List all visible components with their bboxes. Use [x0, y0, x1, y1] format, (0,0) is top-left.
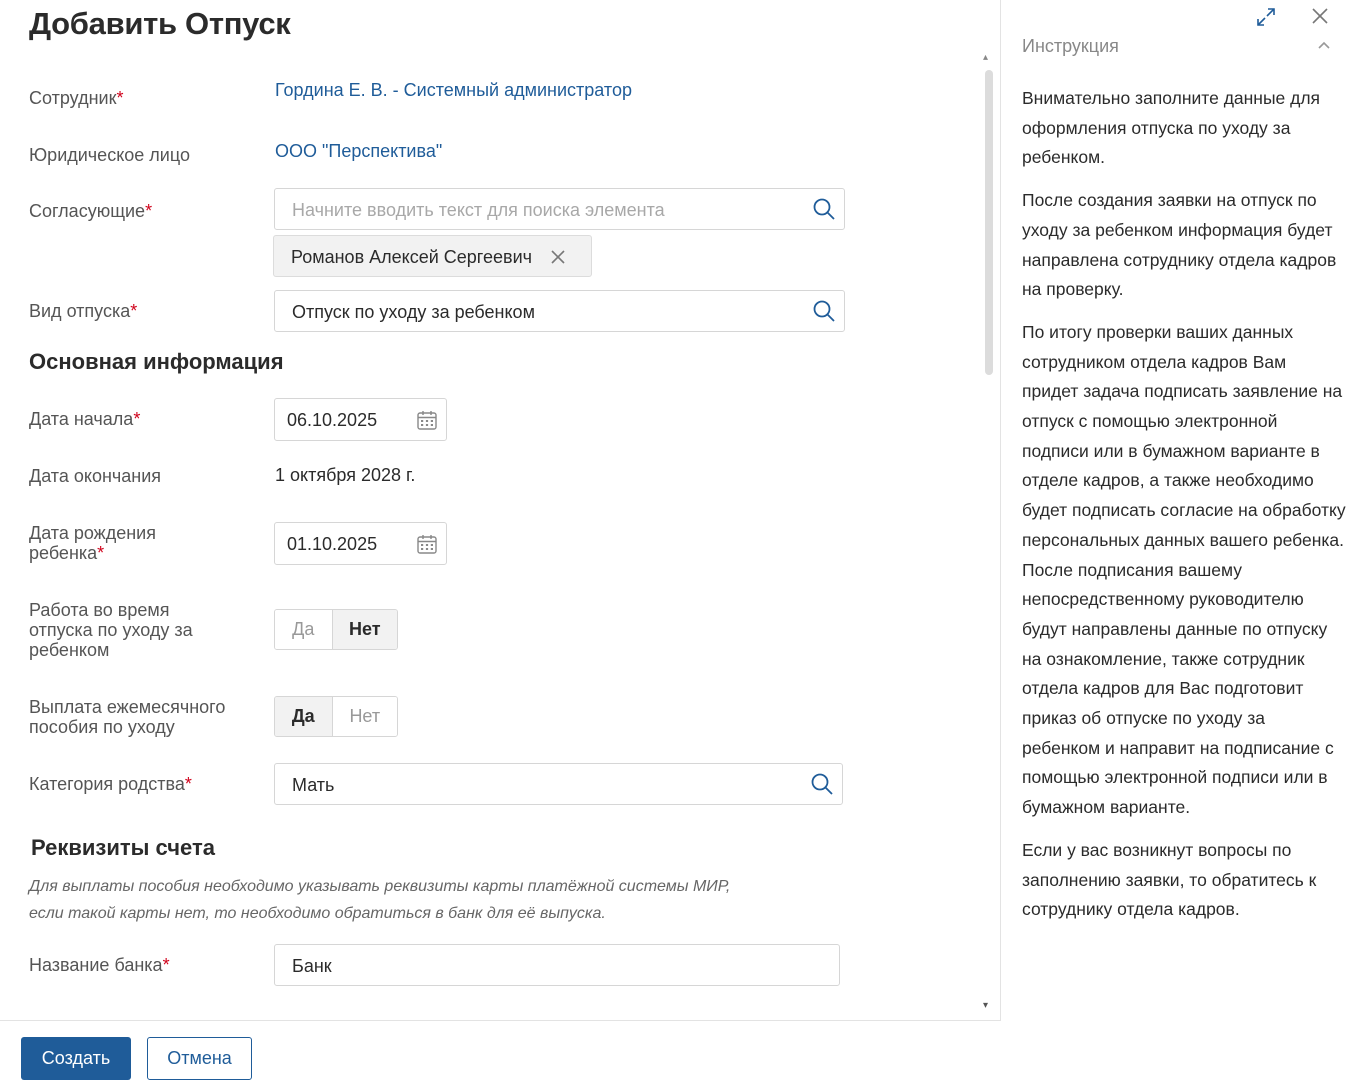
bank-note-line1: Для выплаты пособия необходимо указывать реквизиты карты платёжной системы МИР, [29, 878, 731, 895]
start-date-input[interactable] [274, 398, 447, 441]
instruction-body [1022, 84, 1347, 938]
work-during-leave-label [29, 600, 193, 660]
legal-entity-link[interactable]: ООО "Перспектива" [275, 141, 443, 161]
approvers-label-text: Согласующие [29, 201, 146, 221]
cancel-button[interactable]: Отмена [147, 1037, 252, 1080]
child-birth-date-input[interactable] [274, 522, 447, 565]
leave-type-label [29, 301, 137, 321]
work-option-no[interactable]: Нет [332, 610, 397, 649]
section-main-info: Основная информация [29, 349, 284, 374]
work-label-line3: ребенком [29, 640, 110, 660]
required-mark: * [145, 201, 153, 221]
required-mark: * [184, 774, 192, 794]
required-mark: * [116, 88, 124, 108]
bank-name-label [29, 955, 170, 975]
calendar-icon[interactable] [416, 533, 438, 555]
bank-note [29, 873, 789, 927]
required-mark: * [162, 955, 170, 975]
bank-name-label-text: Название банка [29, 955, 163, 975]
kinship-value: Мать [292, 775, 335, 795]
allowance-toggle [274, 696, 398, 737]
kinship-label [29, 774, 192, 794]
instruction-paragraph: После создания заявки на отпуск по уходу за ребенком информация будет направлена сотруднику отдела кадров на проверку. [1022, 190, 1337, 300]
bank-name-input[interactable] [274, 944, 840, 986]
search-icon[interactable] [812, 299, 836, 323]
child-birth-label [29, 523, 156, 563]
bank-note-line2: если такой карты нет, то необходимо обратиться в банк для её выпуска. [29, 905, 606, 922]
allowance-label-line1: Выплата ежемесячного [29, 697, 226, 717]
instruction-paragraph: Внимательно заполните данные для оформления отпуска по уходу за ребенком. [1022, 88, 1321, 168]
work-label-line1: Работа во время [29, 600, 170, 620]
approvers-label [29, 201, 152, 221]
kinship-label-text: Категория родства [29, 774, 185, 794]
required-mark: * [130, 301, 138, 321]
instruction-paragraph: Если у вас возникнут вопросы по заполнению заявки, то обратитесь к сотруднику отдела кадров. [1022, 839, 1317, 920]
leave-type-label-text: Вид отпуска [29, 301, 131, 321]
approver-chip-label: Романов Алексей Сергеевич [291, 247, 532, 267]
work-option-yes[interactable]: Да [275, 610, 332, 649]
end-date-value: 1 октября 2028 г. [275, 465, 416, 485]
instruction-paragraph: После подписания вашему непосредственному руководителю будут направлены данные по отпуску на ознакомление, также сотрудник отдела кадров для Вас подготовит приказ об отпуске по уходу за ребенком и направит на подписание с помощью электронной подписи или в бумажном варианте. [1022, 559, 1334, 818]
allowance-option-yes[interactable]: Да [275, 697, 332, 736]
close-icon[interactable] [549, 248, 567, 266]
employee-label-text: Сотрудник [29, 88, 117, 108]
allowance-option-no[interactable]: Нет [332, 697, 397, 736]
leave-type-value: Отпуск по уходу за ребенком [292, 302, 535, 322]
section-bank-details: Реквизиты счета [31, 835, 215, 860]
work-during-leave-toggle [274, 609, 398, 650]
scroll-down-arrow[interactable]: ▾ [983, 1000, 989, 1011]
allowance-label-line2: пособия по уходу [29, 717, 175, 737]
leave-type-input[interactable] [274, 290, 845, 332]
required-mark: * [133, 409, 141, 429]
form-footer [0, 1020, 1001, 1092]
child-birth-label-line2: ребенка [29, 543, 98, 563]
calendar-icon[interactable] [416, 409, 438, 431]
allowance-label [29, 697, 225, 737]
legal-entity-label: Юридическое лицо [29, 145, 190, 165]
work-label-line2: отпуска по уходу за [29, 620, 193, 640]
scrollbar-thumb[interactable] [985, 70, 993, 375]
child-birth-date-value: 01.10.2025 [287, 534, 378, 554]
required-mark: * [97, 543, 105, 563]
page-title: Добавить Отпуск [29, 6, 291, 41]
search-icon[interactable] [810, 772, 834, 796]
end-date-label: Дата окончания [29, 466, 162, 486]
instruction-panel [1002, 0, 1359, 1092]
approvers-search-input[interactable] [274, 188, 845, 230]
child-birth-label-line1: Дата рождения [29, 523, 156, 543]
instruction-title: Инструкция [1022, 36, 1119, 56]
chevron-up-icon[interactable] [1317, 40, 1331, 50]
instruction-paragraph: По итогу проверки ваших данных сотрудником отдела кадров Вам придет задача подписать заявление на отпуск с помощью электронной подписи или в бумажном варианте в отделе кадров, а также необходимо будет подписать согласие на обработку персональных данных вашего ребенка. [1022, 321, 1346, 550]
start-date-label [29, 409, 140, 429]
bank-name-value: Банк [292, 956, 332, 976]
close-icon[interactable] [1311, 7, 1329, 25]
search-icon[interactable] [812, 197, 836, 221]
approvers-placeholder: Начните вводить текст для поиска элемента [292, 200, 665, 220]
approver-chip [273, 235, 592, 277]
employee-label [29, 88, 123, 108]
employee-link[interactable]: Гордина Е. В. - Системный администратор [275, 80, 632, 100]
kinship-input[interactable] [274, 763, 843, 805]
start-date-label-text: Дата начала [29, 409, 134, 429]
expand-icon[interactable] [1255, 6, 1277, 28]
create-button[interactable]: Создать [21, 1037, 131, 1080]
scroll-up-arrow[interactable]: ▴ [983, 52, 989, 63]
start-date-value: 06.10.2025 [287, 410, 378, 430]
